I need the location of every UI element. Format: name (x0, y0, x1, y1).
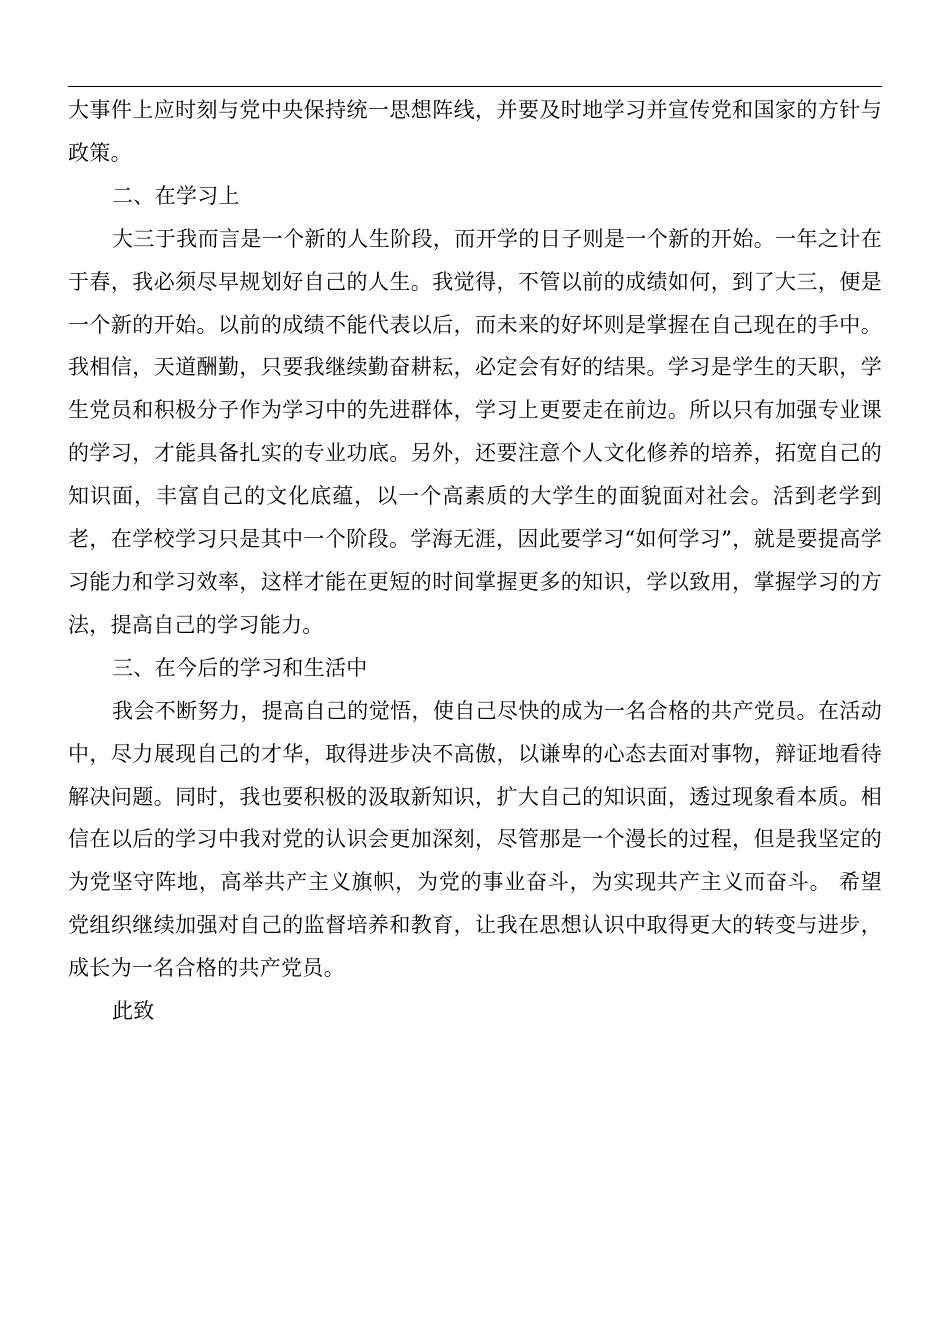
header-rule (68, 86, 882, 87)
section-heading-future: 三、在今后的学习和生活中 (112, 655, 368, 680)
closing-salutation: 此致 (112, 999, 155, 1024)
paragraph-continuation: 大事件上应时刻与党中央保持统一思想阵线，并要及时地学习并宣传党和国家的方针与政策。 (68, 98, 882, 165)
section-heading-study: 二、在学习上 (112, 183, 240, 208)
paragraph-future: 我会不断努力，提高自己的觉悟，使自己尽快的成为一名合格的共产党员。在活动中，尽力展现自己的才华，取得进步决不高傲，以谦卑的心态去面对事物，辩证地看待解决问题。同时，我也要积极的汲取新知识，扩大自己的知识面，透过现象看本质。相信在以后的学习中我对党的认识会更加深刻，尽管那是一个漫长的过程，但是我坚定的为党坚守阵地，高举共产主义旗帜，为党的事业奋斗，为实现共产主义而奋斗。 希望党组织继续加强对自己的监督培养和教育，让我在思想认识中取得更大的转变与进步，成长为一名合格的共产党员。 (68, 698, 882, 981)
paragraph-study: 大三于我而言是一个新的人生阶段，而开学的日子则是一个新的开始。一年之计在于春，我必须尽早规划好自己的人生。我觉得，不管以前的成绩如何，到了大三，便是一个新的开始。以前的成绩不能代表以后，而未来的好坏则是掌握在自己现在的手中。我相信，天道酬勤，只要我继续勤奋耕耘，必定会有好的结果。学习是学生的天职，学生党员和积极分子作为学习中的先进群体，学习上更要走在前边。所以只有加强专业课的学习，才能具备扎实的专业功底。另外，还要注意个人文化修养的培养，拓宽自己的知识面，丰富自己的文化底蕴，以一个高素质的大学生的面貌面对社会。活到老学到老，在学校学习只是其中一个阶段。学海无涯，因此要学习“如何学习”，就是要提高学习能力和学习效率，这样才能在更短的时间掌握更多的知识，学以致用，掌握学习的方法，提高自己的学习能力。 (68, 226, 882, 637)
document-body (68, 89, 882, 1033)
